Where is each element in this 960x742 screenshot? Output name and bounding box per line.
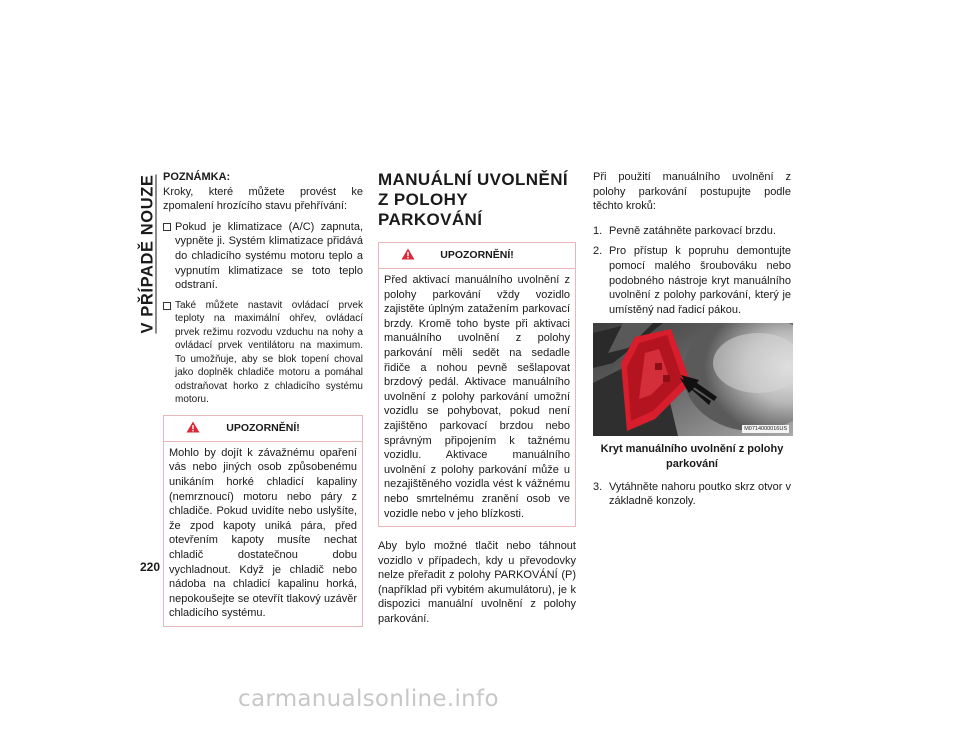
heading-line-2: Z POLOHY PARKOVÁNÍ	[378, 190, 483, 229]
heading-line-1: MANUÁLNÍ UVOLNĚNÍ	[378, 170, 569, 189]
step-number: 1.	[593, 224, 603, 237]
step-number: 2.	[593, 245, 603, 258]
note-intro: Kroky, které můžete provést ke zpomalení hrozícího stavu přehřívání:	[163, 185, 363, 213]
column-middle	[378, 170, 576, 627]
warning-header	[164, 416, 362, 442]
side-title-text: V PŘÍPADĚ NOUZE	[138, 174, 157, 334]
steps-intro: Při použití manuálního uvolnění z polohy parkování postupujte podle těchto kroků:	[593, 171, 791, 213]
list-item	[593, 244, 791, 317]
bullet-text: Pokud je klimatizace (A/C) zapnuta, vypněte ji. Systém klimatizace přidává do chladicího systému motoru teplo a vypnutím klimatizace se toto teplo odstraní.	[175, 220, 363, 292]
warning-box	[378, 242, 576, 527]
image-caption: Kryt manuálního uvolnění z polohy parkování	[600, 443, 784, 470]
warning-header	[379, 243, 575, 269]
note-bullet-list	[163, 220, 363, 407]
warning-triangle-icon	[401, 248, 415, 260]
warning-text: Před aktivací manuálního uvolnění z polohy parkování vždy vozidlo zajistěte úplným zatažením parkovací brzdy. Kromě toho byste při aktivaci manuálního uvolnění z polohy parkování měli sedět na sedadle řidiče a nohou pevně sešlapovat brzdový pedál. Aktivace manuálního uvolnění z polohy parkování umožní vozidlu se pohybovat, pokud není zajištěno parkovací brzdou nebo správným připojením k tažnému vozidlu. Aktivace manuálního uvolnění z polohy parkování může u nezajištěného vozidla vést k vážnému nebo smrtelnému zranění osob ve vozidle nebo v jeho blízkosti.	[384, 274, 570, 520]
list-item	[163, 299, 363, 407]
column-left	[163, 170, 363, 627]
step-text: Pro přístup k popruhu demontujte pomocí malého šroubováku nebo podobného nástroje kryt manuálního uvolnění z polohy parkování, který je umístěný nad řadicí pákou.	[609, 245, 791, 316]
steps-list	[593, 224, 791, 318]
warning-triangle-icon	[186, 421, 200, 433]
list-item	[593, 480, 791, 509]
image-code: M0714000016US	[744, 426, 787, 433]
column-right	[593, 170, 791, 515]
steps-list-continued	[593, 480, 791, 509]
note-title: POZNÁMKA:	[163, 171, 231, 183]
list-item	[593, 224, 791, 239]
body-paragraph: Aby bylo možné tlačit nebo táhnout vozidlo v případech, kdy u převodovky nelze přeřadit z polohy PARKOVÁNÍ (P) (například při vybitém akumulátoru), je k dispozici manuální uvolnění z polohy parkování.	[378, 540, 576, 626]
warning-title: UPOZORNĚNÍ!	[440, 249, 514, 261]
warning-text: Mohlo by dojít k závažnému opaření vás nebo jiných osob způsobenému unikáním horké chladicí kapaliny (nemrznoucí) motoru nebo páry z chladiče. Pokud uvidíte nebo uslyšíte, že zpod kapoty uniká pára, před otevřením kapoty musíte nechat chladič dostatečnou dobu vychladnout. Když je chladič nebo nádoba na chladicí kapalinu horká, nepokoušejte se otevřít tlakový uzávěr chladicího systému.	[169, 446, 357, 620]
checkbox-bullet-icon	[163, 302, 171, 310]
warning-box	[163, 415, 363, 627]
side-section-title	[128, 170, 168, 338]
release-cover-photo	[593, 323, 793, 436]
warning-title: UPOZORNĚNÍ!	[226, 421, 300, 434]
step-text: Pevně zatáhněte parkovací brzdu.	[609, 224, 776, 237]
section-heading	[378, 170, 576, 230]
watermark: carmanualsonline.info	[238, 686, 499, 712]
list-item	[163, 220, 363, 293]
bullet-text: Také můžete nastavit ovládací prvek teploty na maximální ohřev, ovládací prvek režimu rozvodu vzduchu na nohy a ovládací prvek ventilátoru na maximum. To umožňuje, aby se blok topení choval jako doplněk chladiče motoru a pomáhal odstraňovat horko z chladicího systému motoru.	[175, 299, 363, 406]
console-photo-illustration	[593, 323, 793, 436]
step-number: 3.	[593, 480, 603, 493]
page-number: 220	[140, 560, 161, 574]
step-text: Vytáhněte nahoru poutko skrz otvor v základně konzoly.	[609, 480, 791, 508]
checkbox-bullet-icon	[163, 223, 171, 231]
